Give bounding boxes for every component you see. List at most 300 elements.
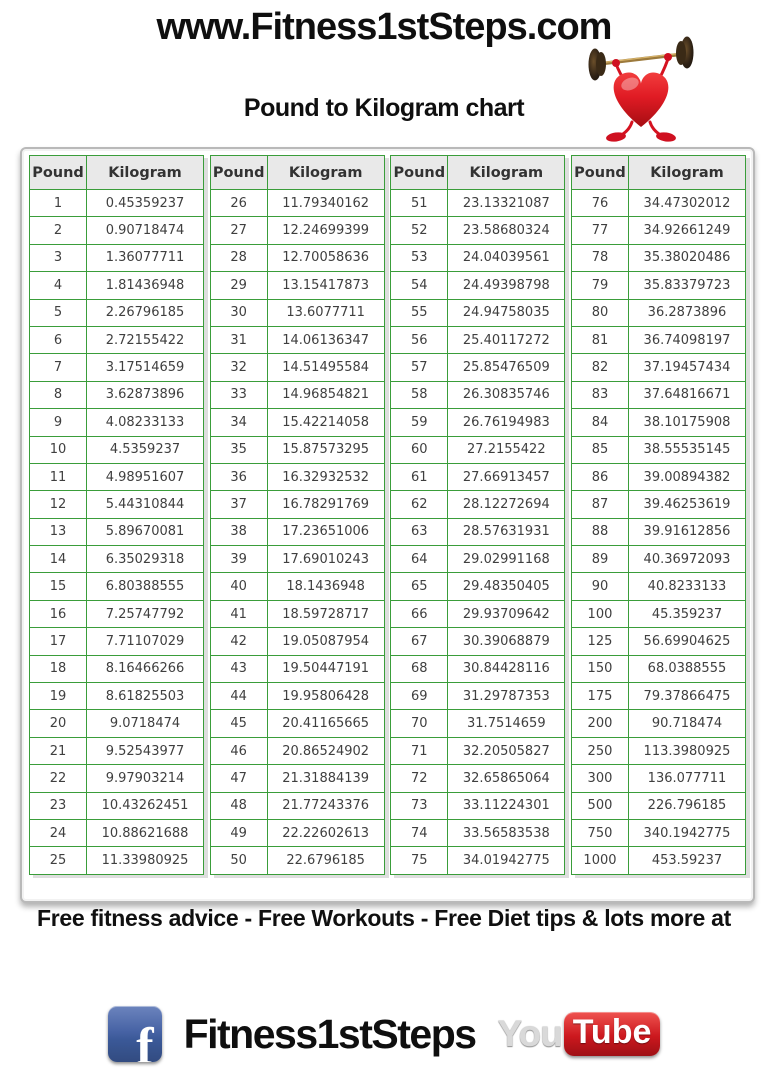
table-row <box>210 299 384 326</box>
pound-column-header: Pound <box>30 156 87 190</box>
kilogram-cell: 28.57631931 <box>448 518 565 545</box>
kilogram-cell: 37.19457434 <box>628 354 745 381</box>
kilogram-cell: 38.55535145 <box>628 436 745 463</box>
pound-cell: 84 <box>571 409 628 436</box>
table-row <box>30 381 204 408</box>
kilogram-cell: 10.43262451 <box>87 792 204 819</box>
kilogram-cell: 24.04039561 <box>448 244 565 271</box>
table-row <box>571 655 745 682</box>
pound-cell: 22 <box>30 765 87 792</box>
pound-cell: 34 <box>210 409 267 436</box>
pound-cell: 125 <box>571 628 628 655</box>
pound-cell: 16 <box>30 600 87 627</box>
facebook-letter: f <box>136 1018 154 1062</box>
table-row <box>571 463 745 490</box>
pound-cell: 66 <box>391 600 448 627</box>
table-row <box>391 272 565 299</box>
kilogram-cell: 31.29787353 <box>448 683 565 710</box>
table-row <box>30 765 204 792</box>
table-row <box>391 573 565 600</box>
pound-cell: 54 <box>391 272 448 299</box>
pound-cell: 3 <box>30 244 87 271</box>
kilogram-cell: 36.2873896 <box>628 299 745 326</box>
kilogram-cell: 31.7514659 <box>448 710 565 737</box>
pound-cell: 70 <box>391 710 448 737</box>
pound-cell: 18 <box>30 655 87 682</box>
table-row <box>30 710 204 737</box>
table-row <box>571 299 745 326</box>
pound-cell: 68 <box>391 655 448 682</box>
pound-cell: 85 <box>571 436 628 463</box>
table-row <box>571 628 745 655</box>
kilogram-cell: 7.71107029 <box>87 628 204 655</box>
table-row <box>571 737 745 764</box>
kilogram-cell: 6.35029318 <box>87 546 204 573</box>
table-row <box>30 792 204 819</box>
pound-cell: 26 <box>210 190 267 217</box>
pound-cell: 74 <box>391 819 448 846</box>
kilogram-cell: 20.41165665 <box>267 710 384 737</box>
table-row <box>210 381 384 408</box>
table-row <box>30 299 204 326</box>
table-row <box>391 299 565 326</box>
pound-cell: 40 <box>210 573 267 600</box>
pound-column-header: Pound <box>391 156 448 190</box>
kilogram-cell: 453.59237 <box>628 847 745 874</box>
pound-cell: 82 <box>571 354 628 381</box>
kilogram-cell: 39.91612856 <box>628 518 745 545</box>
kilogram-cell: 18.1436948 <box>267 573 384 600</box>
kilogram-cell: 29.48350405 <box>448 573 565 600</box>
pound-cell: 80 <box>571 299 628 326</box>
kilogram-cell: 32.65865064 <box>448 765 565 792</box>
table-row <box>391 819 565 846</box>
heart-weightlifter-icon <box>580 32 702 144</box>
youtube-tube-text: Tube <box>564 1012 661 1056</box>
pound-cell: 52 <box>391 217 448 244</box>
table-row <box>210 600 384 627</box>
pound-cell: 37 <box>210 491 267 518</box>
pound-cell: 38 <box>210 518 267 545</box>
table-row <box>210 354 384 381</box>
pound-column-header: Pound <box>571 156 628 190</box>
pound-cell: 55 <box>391 299 448 326</box>
conversion-subtable <box>571 155 746 875</box>
pound-cell: 9 <box>30 409 87 436</box>
kilogram-cell: 0.45359237 <box>87 190 204 217</box>
table-header-row <box>571 156 745 190</box>
pound-cell: 200 <box>571 710 628 737</box>
table-row <box>30 436 204 463</box>
kilogram-cell: 12.70058636 <box>267 244 384 271</box>
kilogram-cell: 17.23651006 <box>267 518 384 545</box>
pound-cell: 87 <box>571 491 628 518</box>
kilogram-cell: 11.79340162 <box>267 190 384 217</box>
pound-cell: 78 <box>571 244 628 271</box>
table-row <box>210 217 384 244</box>
kilogram-cell: 45.359237 <box>628 600 745 627</box>
kilogram-cell: 27.2155422 <box>448 436 565 463</box>
table-row <box>30 190 204 217</box>
table-row <box>210 710 384 737</box>
conversion-subtable <box>390 155 565 875</box>
table-row <box>210 737 384 764</box>
pound-cell: 27 <box>210 217 267 244</box>
kilogram-cell: 33.56583538 <box>448 819 565 846</box>
kilogram-cell: 14.96854821 <box>267 381 384 408</box>
pound-cell: 61 <box>391 463 448 490</box>
kilogram-cell: 32.20505827 <box>448 737 565 764</box>
kilogram-cell: 113.3980925 <box>628 737 745 764</box>
kilogram-cell: 4.5359237 <box>87 436 204 463</box>
kilogram-cell: 36.74098197 <box>628 326 745 353</box>
pound-cell: 19 <box>30 683 87 710</box>
table-row <box>210 244 384 271</box>
pound-cell: 65 <box>391 573 448 600</box>
table-row <box>30 491 204 518</box>
kilogram-cell: 4.98951607 <box>87 463 204 490</box>
table-row <box>210 326 384 353</box>
kilogram-cell: 19.50447191 <box>267 655 384 682</box>
pound-cell: 58 <box>391 381 448 408</box>
table-row <box>30 463 204 490</box>
pound-cell: 77 <box>571 217 628 244</box>
table-row <box>210 847 384 874</box>
pound-cell: 29 <box>210 272 267 299</box>
kilogram-cell: 17.69010243 <box>267 546 384 573</box>
pound-cell: 67 <box>391 628 448 655</box>
pound-cell: 64 <box>391 546 448 573</box>
kilogram-cell: 21.77243376 <box>267 792 384 819</box>
table-row <box>571 683 745 710</box>
kilogram-column-header: Kilogram <box>267 156 384 190</box>
pound-cell: 49 <box>210 819 267 846</box>
table-row <box>391 518 565 545</box>
kilogram-cell: 39.00894382 <box>628 463 745 490</box>
pound-cell: 1000 <box>571 847 628 874</box>
pound-column-header: Pound <box>210 156 267 190</box>
kilogram-cell: 29.02991168 <box>448 546 565 573</box>
table-row <box>30 655 204 682</box>
kilogram-cell: 40.8233133 <box>628 573 745 600</box>
table-row <box>30 518 204 545</box>
table-row <box>571 600 745 627</box>
pound-cell: 1 <box>30 190 87 217</box>
table-row <box>30 683 204 710</box>
pound-cell: 71 <box>391 737 448 764</box>
table-row <box>571 710 745 737</box>
pound-cell: 17 <box>30 628 87 655</box>
chart-title: Pound to Kilogram chart <box>243 94 525 122</box>
table-row <box>210 628 384 655</box>
pound-cell: 250 <box>571 737 628 764</box>
pound-cell: 6 <box>30 326 87 353</box>
table-row <box>210 272 384 299</box>
pound-cell: 12 <box>30 491 87 518</box>
pound-cell: 88 <box>571 518 628 545</box>
table-row <box>391 628 565 655</box>
kilogram-cell: 7.25747792 <box>87 600 204 627</box>
table-row <box>210 655 384 682</box>
kilogram-cell: 19.05087954 <box>267 628 384 655</box>
pound-cell: 86 <box>571 463 628 490</box>
pound-cell: 14 <box>30 546 87 573</box>
table-row <box>30 600 204 627</box>
pound-cell: 500 <box>571 792 628 819</box>
youtube-icon[interactable] <box>498 1012 661 1056</box>
pound-cell: 175 <box>571 683 628 710</box>
kilogram-cell: 68.0388555 <box>628 655 745 682</box>
table-row <box>391 546 565 573</box>
kilogram-cell: 90.718474 <box>628 710 745 737</box>
table-row <box>210 463 384 490</box>
kilogram-cell: 6.80388555 <box>87 573 204 600</box>
kilogram-cell: 21.31884139 <box>267 765 384 792</box>
kilogram-cell: 27.66913457 <box>448 463 565 490</box>
table-row <box>210 491 384 518</box>
table-header-row <box>391 156 565 190</box>
pound-cell: 51 <box>391 190 448 217</box>
table-row <box>30 326 204 353</box>
table-row <box>571 765 745 792</box>
table-row <box>571 272 745 299</box>
pound-cell: 36 <box>210 463 267 490</box>
kilogram-cell: 24.49398798 <box>448 272 565 299</box>
kilogram-cell: 3.62873896 <box>87 381 204 408</box>
kilogram-cell: 34.47302012 <box>628 190 745 217</box>
pound-cell: 72 <box>391 765 448 792</box>
kilogram-cell: 20.86524902 <box>267 737 384 764</box>
table-row <box>30 737 204 764</box>
pound-cell: 90 <box>571 573 628 600</box>
pound-cell: 35 <box>210 436 267 463</box>
kilogram-cell: 340.1942775 <box>628 819 745 846</box>
table-row <box>571 436 745 463</box>
table-row <box>571 409 745 436</box>
kilogram-cell: 13.6077711 <box>267 299 384 326</box>
kilogram-cell: 18.59728717 <box>267 600 384 627</box>
table-row <box>391 409 565 436</box>
pound-cell: 48 <box>210 792 267 819</box>
kilogram-cell: 23.58680324 <box>448 217 565 244</box>
table-row <box>571 792 745 819</box>
table-row <box>391 491 565 518</box>
table-row <box>210 819 384 846</box>
table-row <box>391 847 565 874</box>
pound-cell: 46 <box>210 737 267 764</box>
footer-tagline: Free fitness advice - Free Workouts - Free Diet tips & lots more at <box>37 905 731 931</box>
pound-cell: 45 <box>210 710 267 737</box>
kilogram-cell: 79.37866475 <box>628 683 745 710</box>
table-row <box>30 546 204 573</box>
kilogram-cell: 25.40117272 <box>448 326 565 353</box>
pound-cell: 5 <box>30 299 87 326</box>
pound-cell: 69 <box>391 683 448 710</box>
pound-cell: 89 <box>571 546 628 573</box>
kilogram-cell: 24.94758035 <box>448 299 565 326</box>
kilogram-cell: 33.11224301 <box>448 792 565 819</box>
table-row <box>571 190 745 217</box>
pound-cell: 33 <box>210 381 267 408</box>
conversion-subtable <box>210 155 385 875</box>
kilogram-column-header: Kilogram <box>87 156 204 190</box>
kilogram-column-header: Kilogram <box>628 156 745 190</box>
kilogram-cell: 9.52543977 <box>87 737 204 764</box>
table-row <box>571 326 745 353</box>
kilogram-cell: 16.78291769 <box>267 491 384 518</box>
table-row <box>210 409 384 436</box>
kilogram-cell: 2.72155422 <box>87 326 204 353</box>
pound-cell: 300 <box>571 765 628 792</box>
pound-cell: 42 <box>210 628 267 655</box>
pound-cell: 7 <box>30 354 87 381</box>
table-row <box>391 190 565 217</box>
conversion-subtable <box>29 155 204 875</box>
kilogram-cell: 15.42214058 <box>267 409 384 436</box>
kilogram-cell: 23.13321087 <box>448 190 565 217</box>
conversion-table-panel <box>20 147 755 903</box>
table-row <box>30 628 204 655</box>
pound-cell: 32 <box>210 354 267 381</box>
table-row <box>30 847 204 874</box>
kilogram-cell: 5.44310844 <box>87 491 204 518</box>
pound-cell: 50 <box>210 847 267 874</box>
table-row <box>30 354 204 381</box>
table-row <box>391 683 565 710</box>
kilogram-cell: 14.51495584 <box>267 354 384 381</box>
kilogram-column-header: Kilogram <box>448 156 565 190</box>
kilogram-cell: 8.16466266 <box>87 655 204 682</box>
kilogram-cell: 29.93709642 <box>448 600 565 627</box>
pound-cell: 60 <box>391 436 448 463</box>
kilogram-cell: 0.90718474 <box>87 217 204 244</box>
pound-cell: 25 <box>30 847 87 874</box>
table-row <box>30 217 204 244</box>
pound-cell: 13 <box>30 518 87 545</box>
pound-cell: 30 <box>210 299 267 326</box>
table-row <box>210 436 384 463</box>
table-row <box>571 847 745 874</box>
table-row <box>391 792 565 819</box>
kilogram-cell: 40.36972093 <box>628 546 745 573</box>
table-row <box>210 546 384 573</box>
table-row <box>571 819 745 846</box>
kilogram-cell: 22.6796185 <box>267 847 384 874</box>
table-row <box>210 792 384 819</box>
kilogram-cell: 22.22602613 <box>267 819 384 846</box>
pound-cell: 24 <box>30 819 87 846</box>
table-row <box>210 573 384 600</box>
table-row <box>391 217 565 244</box>
table-row <box>30 819 204 846</box>
table-header-row <box>210 156 384 190</box>
table-row <box>391 655 565 682</box>
pound-cell: 39 <box>210 546 267 573</box>
kilogram-cell: 15.87573295 <box>267 436 384 463</box>
kilogram-cell: 10.88621688 <box>87 819 204 846</box>
table-row <box>391 710 565 737</box>
table-row <box>30 409 204 436</box>
facebook-icon[interactable] <box>108 1006 162 1062</box>
table-row <box>571 491 745 518</box>
table-row <box>30 272 204 299</box>
table-row <box>391 244 565 271</box>
kilogram-cell: 35.38020486 <box>628 244 745 271</box>
pound-cell: 10 <box>30 436 87 463</box>
kilogram-cell: 8.61825503 <box>87 683 204 710</box>
table-row <box>391 765 565 792</box>
pound-cell: 53 <box>391 244 448 271</box>
kilogram-cell: 35.83379723 <box>628 272 745 299</box>
table-row <box>391 326 565 353</box>
kilogram-cell: 2.26796185 <box>87 299 204 326</box>
pound-cell: 21 <box>30 737 87 764</box>
pound-cell: 44 <box>210 683 267 710</box>
kilogram-cell: 34.92661249 <box>628 217 745 244</box>
kilogram-cell: 11.33980925 <box>87 847 204 874</box>
kilogram-cell: 16.32932532 <box>267 463 384 490</box>
pound-cell: 20 <box>30 710 87 737</box>
pound-cell: 8 <box>30 381 87 408</box>
pound-cell: 56 <box>391 326 448 353</box>
kilogram-cell: 12.24699399 <box>267 217 384 244</box>
kilogram-cell: 9.97903214 <box>87 765 204 792</box>
kilogram-cell: 5.89670081 <box>87 518 204 545</box>
pound-cell: 57 <box>391 354 448 381</box>
table-row <box>571 244 745 271</box>
kilogram-cell: 1.81436948 <box>87 272 204 299</box>
kilogram-cell: 19.95806428 <box>267 683 384 710</box>
social-handle: Fitness1stSteps <box>183 1010 476 1057</box>
kilogram-cell: 26.76194983 <box>448 409 565 436</box>
kilogram-cell: 30.84428116 <box>448 655 565 682</box>
pound-cell: 11 <box>30 463 87 490</box>
pound-cell: 150 <box>571 655 628 682</box>
kilogram-cell: 9.0718474 <box>87 710 204 737</box>
table-row <box>571 354 745 381</box>
table-row <box>391 600 565 627</box>
table-row <box>210 518 384 545</box>
kilogram-cell: 37.64816671 <box>628 381 745 408</box>
pound-cell: 79 <box>571 272 628 299</box>
table-row <box>391 463 565 490</box>
kilogram-cell: 1.36077711 <box>87 244 204 271</box>
pound-cell: 73 <box>391 792 448 819</box>
table-row <box>391 381 565 408</box>
pound-cell: 75 <box>391 847 448 874</box>
table-row <box>391 436 565 463</box>
pound-cell: 28 <box>210 244 267 271</box>
kilogram-cell: 13.15417873 <box>267 272 384 299</box>
table-row <box>210 190 384 217</box>
kilogram-cell: 30.39068879 <box>448 628 565 655</box>
pound-cell: 43 <box>210 655 267 682</box>
site-title: www.Fitness1stSteps.com <box>156 6 612 48</box>
pound-cell: 31 <box>210 326 267 353</box>
kilogram-cell: 136.077711 <box>628 765 745 792</box>
pound-cell: 62 <box>391 491 448 518</box>
kilogram-cell: 26.30835746 <box>448 381 565 408</box>
kilogram-cell: 14.06136347 <box>267 326 384 353</box>
pound-cell: 63 <box>391 518 448 545</box>
table-row <box>391 354 565 381</box>
pound-cell: 750 <box>571 819 628 846</box>
table-row <box>571 573 745 600</box>
table-row <box>210 683 384 710</box>
table-row <box>391 737 565 764</box>
kilogram-cell: 25.85476509 <box>448 354 565 381</box>
pound-cell: 15 <box>30 573 87 600</box>
